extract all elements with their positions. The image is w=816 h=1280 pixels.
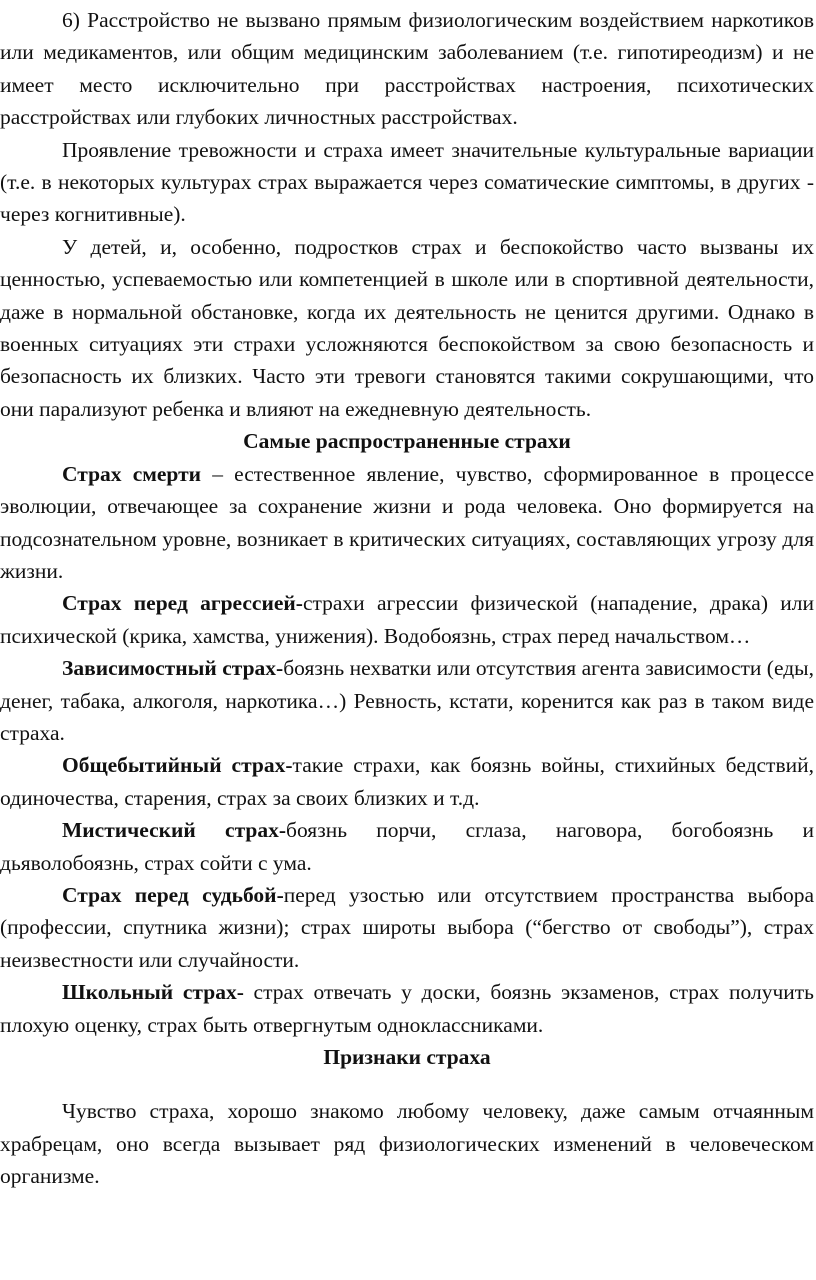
fear-description: – естественное явление, чувство, сформированное в процессе эволюции, отвечающее за сохранение жизни и рода человека. Оно формируется на подсознательном уровне, возникает в критических ситуациях, составляющих угрозу для жизни.: [0, 461, 814, 583]
heading-signs-of-fear: Признаки страха: [323, 1045, 491, 1069]
fear-term: Общебытийный страх-: [62, 753, 293, 778]
fear-description: страхи агрессии физической (нападение, драка) или психической (крика, хамства, унижения). Водобоязнь, страх перед начальством…: [0, 591, 814, 648]
fear-item-dependency: [0, 652, 814, 749]
fear-item-aggression: [0, 587, 814, 652]
fear-item-school: [0, 976, 814, 1041]
fear-term: Страх перед агрессией-: [62, 591, 303, 616]
fear-item-mystical: [0, 814, 814, 879]
heading-common-fears: Самые распространенные страхи: [243, 429, 571, 454]
fear-term: Страх смерти: [62, 461, 202, 486]
fear-item-existential: [0, 749, 814, 814]
fear-description: боязнь порчи, сглаза, наговора, богобоязнь и дьяволобоязнь, страх сойти с ума.: [0, 818, 814, 875]
fear-term: Страх перед судьбой-: [62, 882, 284, 907]
fear-item-death: [0, 458, 814, 588]
paragraph-cultural-variations: Проявление тревожности и страха имеет значительные культуральные вариации (т.е. в некоторых культурах страх выражается через соматические симптомы, в других - через когнитивные).: [0, 137, 814, 227]
fear-item-fate: [0, 879, 814, 976]
fear-term: Школьный страх-: [62, 980, 244, 1005]
fear-term: Зависимостный страх-: [62, 656, 284, 681]
paragraph-children-fears: У детей, и, особенно, подростков страх и беспокойство часто вызваны их ценностью, успеваемостью или компетенцией в школе или в спортивной деятельности, даже в нормальной обстановке, когда их деятельность не ценится другими. Однако в военных ситуациях эти страхи усложняются беспокойством за свою безопасность и безопасность их близких. Часто эти тревоги становятся такими сокрушающими, что они парализуют ребенка и влияют на ежедневную деятельность.: [0, 234, 814, 421]
fear-description: перед узостью или отсутствием пространства выбора (профессии, спутника жизни); страх широты выбора (“бегство от свободы”), страх неизвестности или случайности.: [0, 882, 814, 972]
paragraph-signs-of-fear: Чувство страха, хорошо знакомо любому человеку, даже самым отчаянным храбрецам, оно всегда вызывает ряд физиологических изменений в человеческом организме.: [0, 1099, 814, 1189]
fear-description: такие страхи, как боязнь войны, стихийных бедствий, одиночества, старения, страх за своих близких и т.д.: [0, 753, 814, 810]
fear-description: боязнь нехватки или отсутствия агента зависимости (еды, денег, табака, алкоголя, наркотика…) Ревность, кстати, коренится как раз в таком виде страха.: [0, 656, 814, 745]
fear-term: Мистический страх-: [62, 818, 287, 843]
fear-description: страх отвечать у доски, боязнь экзаменов, страх получить плохую оценку, страх быть отвергнутым одноклассниками.: [0, 980, 814, 1037]
paragraph-criterion-6: 6) Расстройство не вызвано прямым физиологическим воздействием наркотиков или медикаментов, или общим медицинским заболеванием (т.е. гипотиреодизм) и не имеет место исключительно при расстройствах настроения, психотических расстройствах или глубоких личностных расстройствах.: [0, 8, 814, 130]
